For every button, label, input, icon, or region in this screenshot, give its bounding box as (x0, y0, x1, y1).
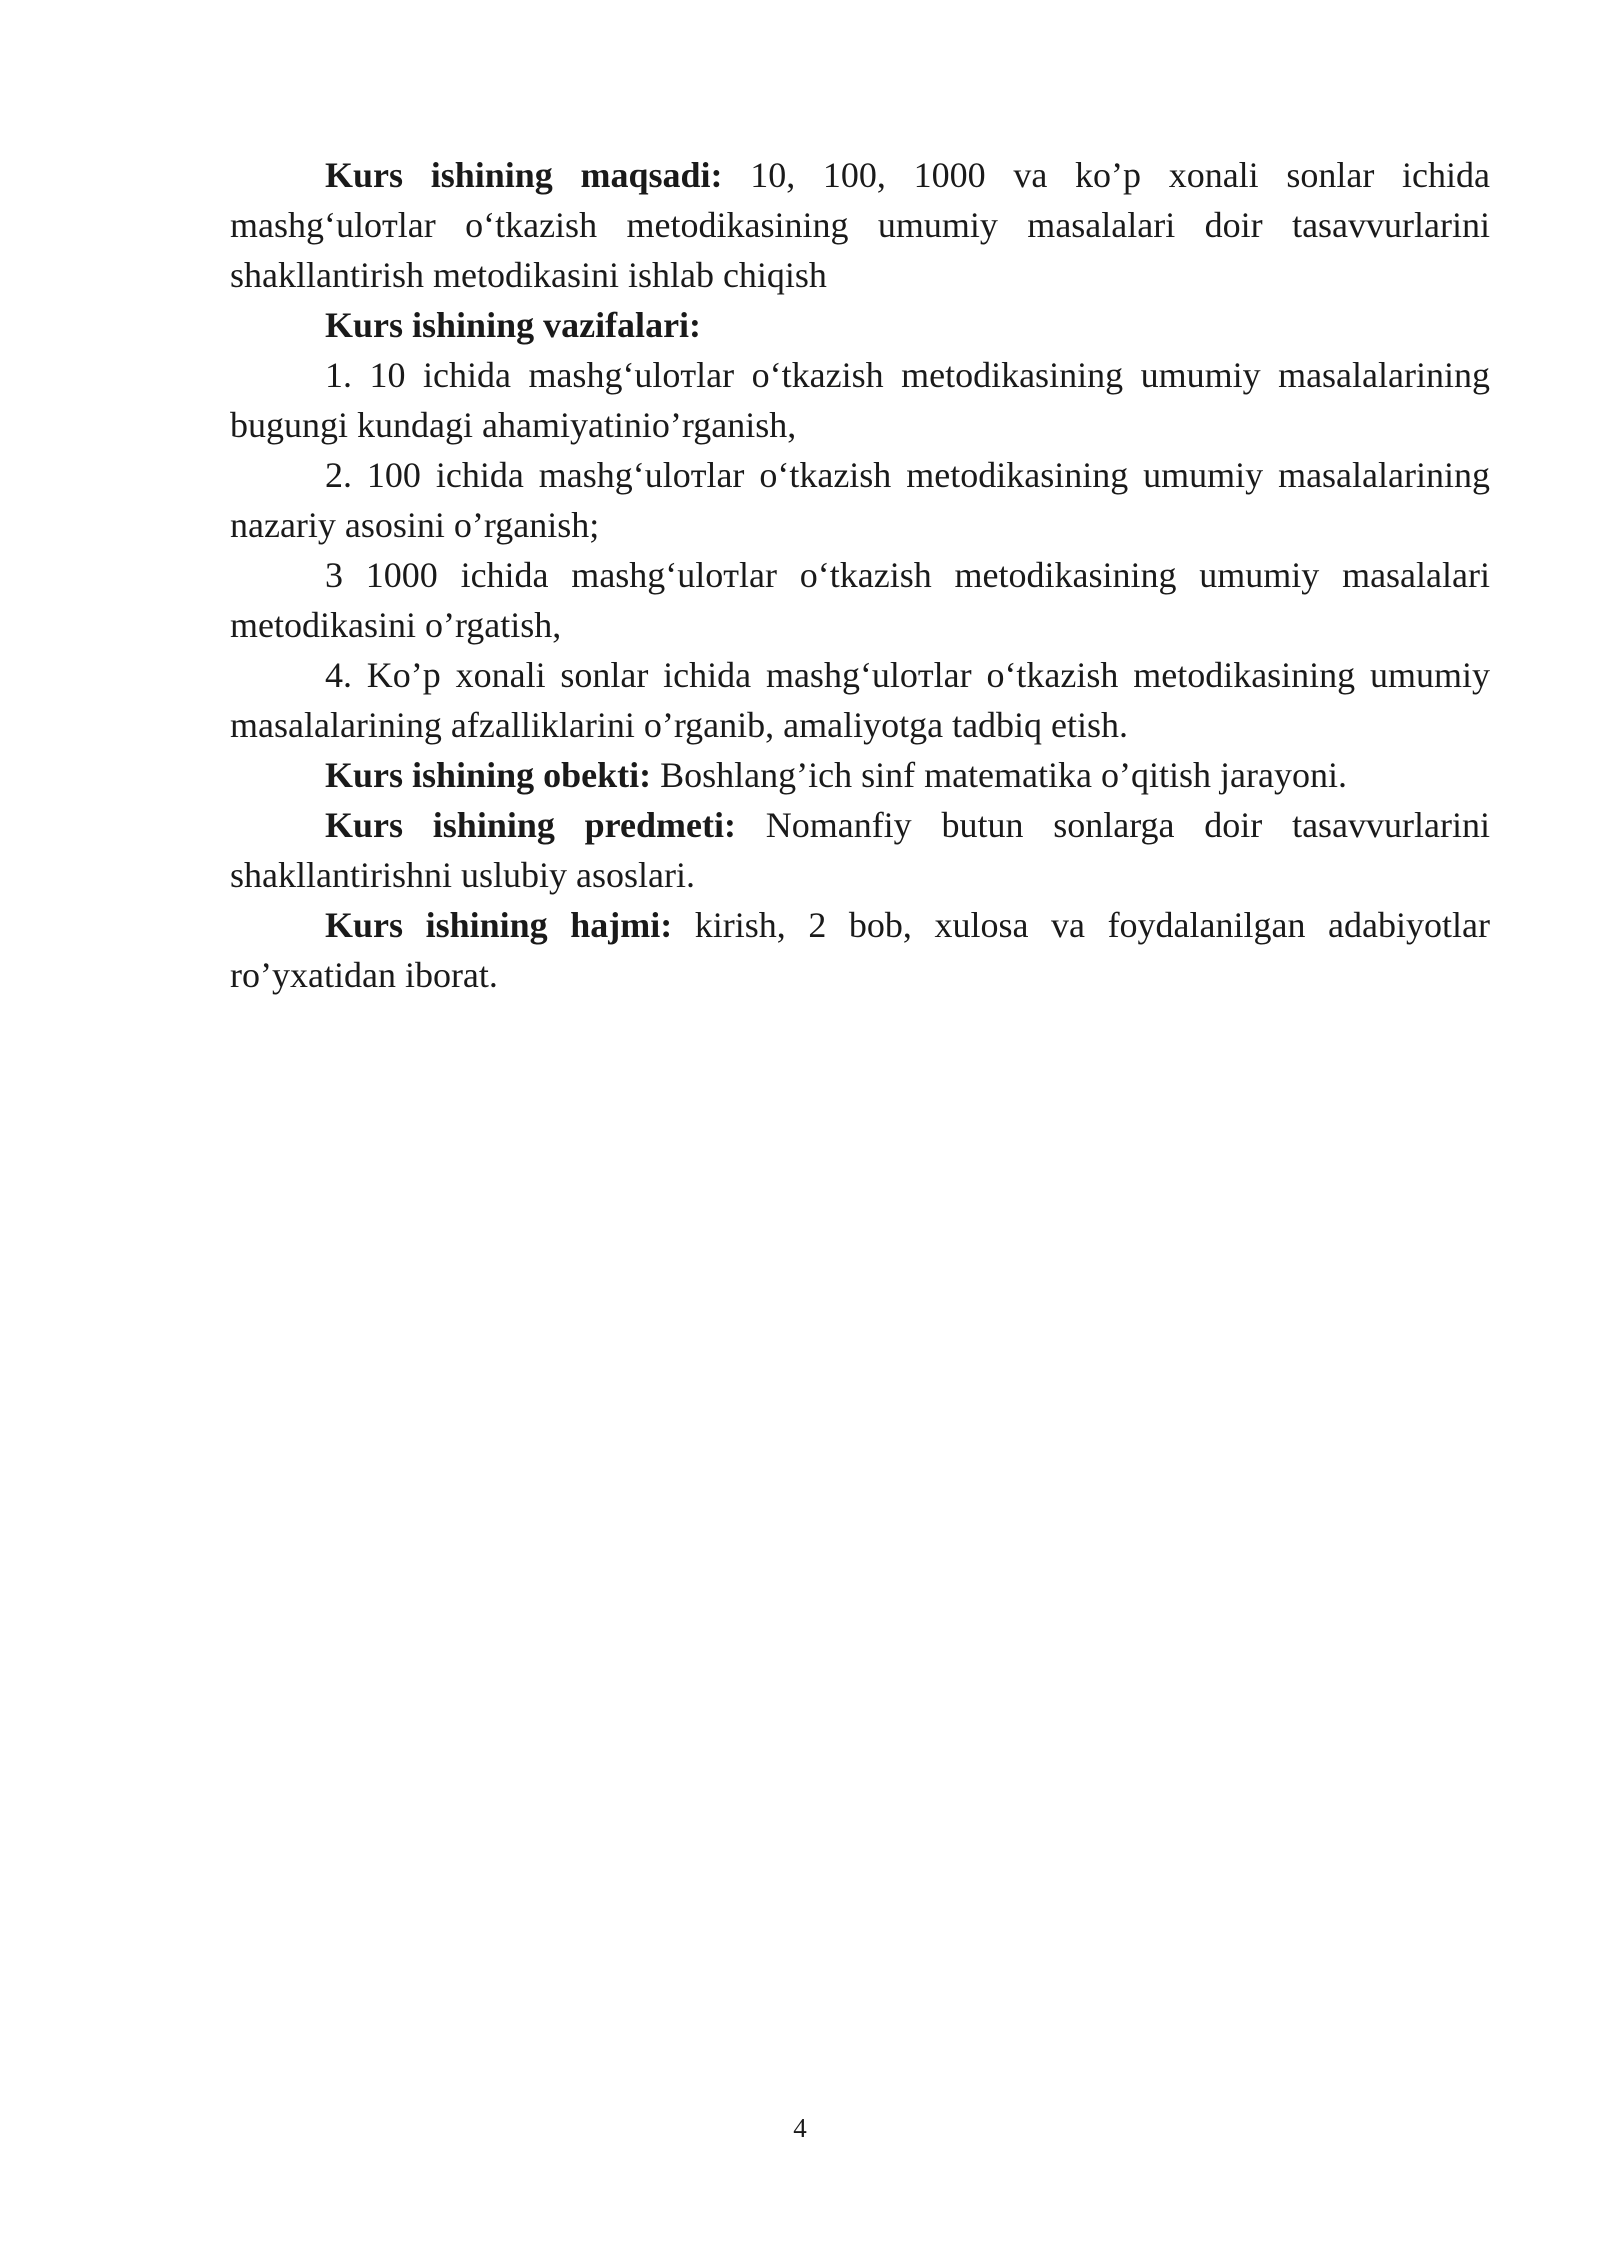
task-item-4 (230, 650, 1490, 750)
volume-paragraph (230, 900, 1490, 1000)
object-text: Boshlang’ich sinf matematika o’qitish jarayoni. (651, 755, 1347, 795)
subject-text: Nomanfiy butun sonlarga doir tasavvurlarini shakllantirishni uslubiy asoslari. (230, 805, 1490, 895)
task-item-3 (230, 550, 1490, 650)
tasks-label: Kurs ishining vazifalari: (325, 305, 702, 345)
task-item-4-text: 4. Ko’p xonali sonlar ichida mashg‘uloтlar o‘tkazish metodikasining umumiy masalalarining afzalliklarini o’rganib, amaliyotga tadbiq etish. (230, 655, 1490, 745)
task-item-1-text: 1. 10 ichida mashg‘uloтlar o‘tkazish metodikasining umumiy masalalarining bugungi kundagi ahamiyatinio’rganish, (230, 355, 1490, 445)
object-paragraph (230, 750, 1490, 800)
volume-label: Kurs ishining hajmi: (325, 905, 673, 945)
page-number: 4 (793, 2113, 807, 2143)
task-item-1 (230, 350, 1490, 450)
task-item-3-text: 3 1000 ichida mashg‘uloтlar o‘tkazish metodikasining umumiy masalalari metodikasini o’rgatish, (230, 555, 1490, 645)
subject-paragraph (230, 800, 1490, 900)
object-label: Kurs ishining obekti: (325, 755, 652, 795)
goal-paragraph (230, 150, 1490, 300)
goal-text: 10, 100, 1000 va ko’p xonali sonlar ichida mashg‘uloтlar o‘tkazish metodikasining umumiy masalalari doir tasavvurlarini shakllantirish metodikasini ishlab chiqish (230, 155, 1491, 295)
volume-text: kirish, 2 bob, xulosa va foydalanilgan adabiyotlar ro’yxatidan iborat. (230, 905, 1490, 995)
subject-label: Kurs ishining predmeti: (325, 805, 736, 845)
task-item-2 (230, 450, 1490, 550)
task-item-2-text: 2. 100 ichida mashg‘uloтlar o‘tkazish metodikasining umumiy masalalarining nazariy asosini o’rganish; (230, 455, 1490, 545)
tasks-heading (230, 300, 1490, 350)
goal-label: Kurs ishining maqsadi: (325, 155, 723, 195)
document-page (230, 150, 1490, 1000)
